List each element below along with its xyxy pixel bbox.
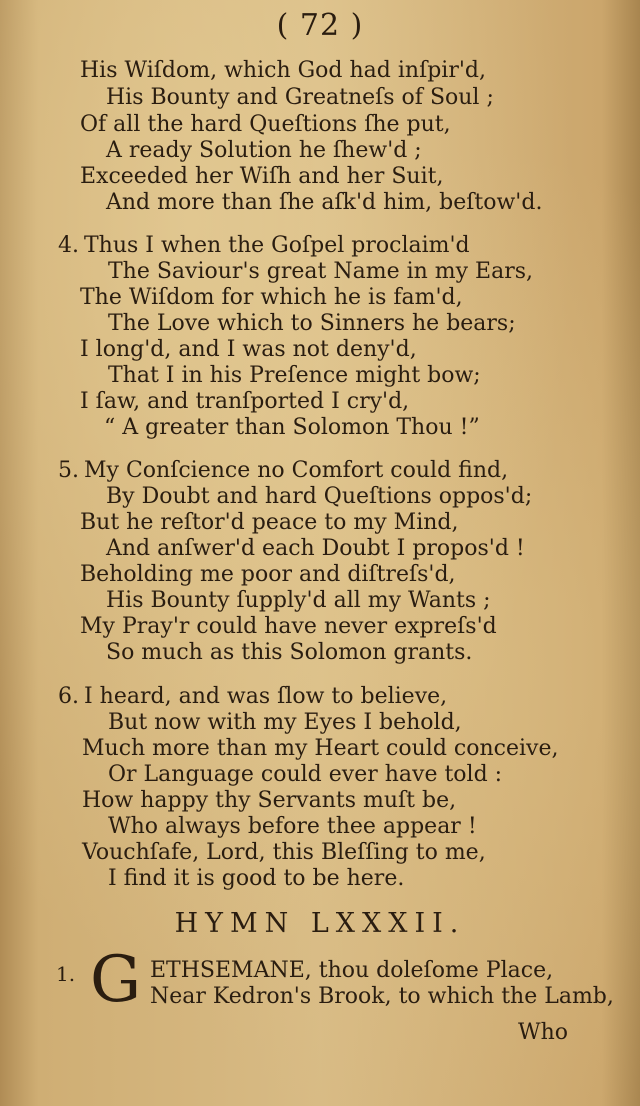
verse-line: I heard, and was ſlow to believe, xyxy=(84,684,448,709)
verse-line: “ A greater than Solomon Thou !” xyxy=(104,415,480,440)
verse-line: Thus I when the Goſpel proclaim'd xyxy=(84,233,470,258)
verse-line: A ready Solution he ſhew'd ; xyxy=(106,138,422,163)
verse-line: My Conſcience no Comfort could find, xyxy=(84,458,509,483)
stanza-number: 4. xyxy=(58,233,79,258)
stanza-number: 5. xyxy=(58,458,79,483)
verse-line: His Bounty ſupply'd all my Wants ; xyxy=(106,588,491,613)
verse-line: And more than ſhe aſk'd him, beſtow'd. xyxy=(106,190,543,215)
drop-cap: G xyxy=(90,943,142,1017)
verse-line: I ſaw, and tranſported I cry'd, xyxy=(80,389,410,414)
verse-line: ETHSEMANE, thou doleſome Place, xyxy=(150,958,554,983)
verse-line: His Wiſdom, which God had inſpir'd, xyxy=(80,58,486,83)
verse-line: His Bounty and Greatneſs of Soul ; xyxy=(106,85,494,110)
verse-line: The Wiſdom for which he is fam'd, xyxy=(80,285,463,310)
verse-line: I long'd, and I was not deny'd, xyxy=(80,337,417,362)
verse-line: Exceeded her Wiſh and her Suit, xyxy=(80,164,444,189)
verse-line: Near Kedron's Brook, to which the Lamb, xyxy=(150,984,614,1009)
verse-line: Or Language could ever have told : xyxy=(108,762,503,787)
verse-line: The Saviour's great Name in my Ears, xyxy=(108,259,534,284)
verse-line: But now with my Eyes I behold, xyxy=(108,710,462,735)
hymn-verse-number: 1. xyxy=(56,962,76,986)
verse-line: I find it is good to be here. xyxy=(108,866,405,891)
verse-line: Beholding me poor and diſtreſs'd, xyxy=(80,562,456,587)
verse-line: Vouchſafe, Lord, this Bleſſing to me, xyxy=(82,840,486,865)
verse-line: Of all the hard Queſtions ſhe put, xyxy=(80,112,451,137)
verse-line: That I in his Preſence might bow; xyxy=(108,363,481,388)
verse-line: So much as this Solomon grants. xyxy=(106,640,473,665)
hymn-heading: HYMN LXXXII. xyxy=(174,908,466,939)
stanza-number: 6. xyxy=(58,684,79,709)
verse-line: But he reſtor'd peace to my Mind, xyxy=(80,510,459,535)
verse-line: By Doubt and hard Queſtions oppos'd; xyxy=(106,484,533,509)
verse-line: The Love which to Sinners he bears; xyxy=(108,311,516,336)
verse-line: How happy thy Servants muſt be, xyxy=(82,788,457,813)
page-number: ( 72 ) xyxy=(276,8,364,43)
verse-line: Much more than my Heart could conceive, xyxy=(82,736,559,761)
verse-line: And anſwer'd each Doubt I propos'd ! xyxy=(106,536,525,561)
verse-line: Who always before thee appear ! xyxy=(108,814,477,839)
verse-line: My Pray'r could have never expreſs'd xyxy=(80,614,497,639)
catchword: Who xyxy=(517,1020,568,1045)
